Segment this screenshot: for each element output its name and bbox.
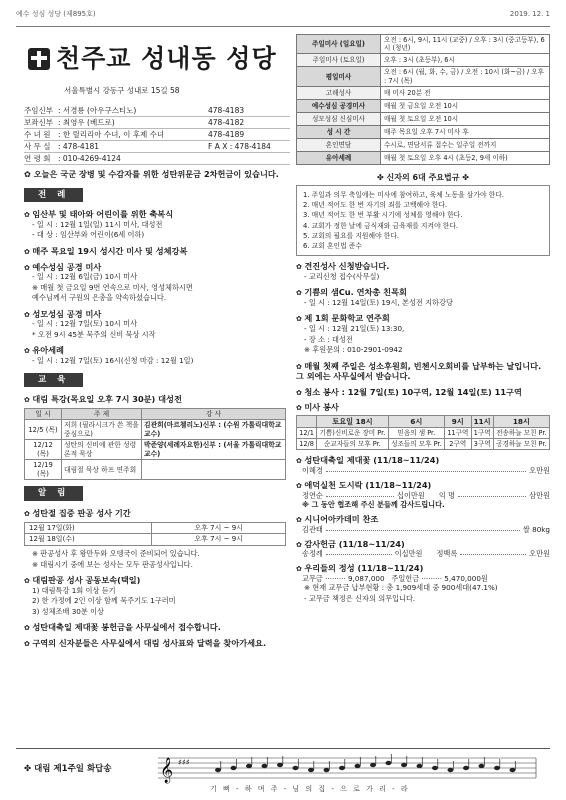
note-head — [277, 763, 283, 767]
item-thanks-offering: ✿ 감사헌금 (11/18~11/24) — [296, 539, 550, 550]
item-advent-lecture: ✿ 대림 특강(목요일 오후 7시 30분) 대성전 — [24, 394, 290, 405]
service-header-cell — [297, 416, 317, 428]
mass-time: 매월 첫 금요일 오전 10시 — [381, 99, 550, 112]
mass-time: 매 미사 20분 전 — [381, 86, 550, 99]
confession-table — [24, 522, 286, 547]
mass-time: 오후 : 3시 (초등부), 6시 — [381, 54, 550, 67]
donor-row — [302, 491, 550, 500]
staff-row — [24, 105, 290, 117]
staff-p: 478-4189 — [208, 130, 245, 140]
donor-dots — [326, 491, 394, 497]
donor-name: 정백록 — [436, 549, 458, 559]
senior-donor-list — [296, 525, 550, 534]
mass-row — [297, 99, 550, 112]
lecture-cell: 박준양(세례자요한)신부 : (서울 가톨릭대학교 교수) — [142, 440, 286, 460]
donor-amount: 이십만원 — [394, 549, 423, 559]
item-infant-baptism: ✿ 유아세례 — [24, 345, 290, 356]
detail-line: - 일 시 : 12월 14일(토) 19시, 본성전 지하강당 — [304, 298, 453, 307]
offering-totals: 교무금 ········· 9,087,000 주일헌금 ········· 5,470,000원 — [302, 574, 488, 584]
thanks-offering-list — [296, 549, 550, 558]
item-blessing-details — [24, 220, 290, 241]
note-head — [262, 764, 268, 768]
footer-divider — [16, 748, 550, 749]
detail-line: - 일 시 : 12월 1일(일) 11시 미사, 대성전 — [32, 220, 163, 229]
mass-label: 고해성사 — [297, 86, 381, 99]
donor-name: 송정례 — [302, 549, 323, 559]
mass-service-table — [296, 415, 550, 450]
svg-text:♯♯♯: ♯♯♯ — [178, 758, 190, 767]
item-infant-baptism-details — [24, 356, 290, 366]
church-title-row — [24, 34, 290, 84]
service-cell: 믿음의 샘 Pr. — [388, 428, 444, 439]
mass-label: 평일미사 — [297, 67, 381, 86]
staff-p: 478-4183 — [208, 106, 245, 116]
staff-row — [24, 141, 290, 153]
mass-row — [297, 67, 550, 86]
mass-schedule-table — [296, 34, 550, 165]
detail-line: 2) 한 가정에 2인 이상 함께 묵주기도 1구러미 — [32, 596, 176, 606]
lecture-cell: 12/12 (목) — [25, 440, 62, 460]
item-calendar-pickup: ✿ 구역의 신자분들은 사무실에서 대림 성사표와 달력을 찾아가세요. — [24, 638, 290, 649]
donor-dots — [326, 525, 520, 531]
donor-dots — [460, 549, 526, 555]
item-monthly-dues: ✿ 매월 첫째 주일은 성소후원회, 빈첸시오회비를 납부하는 날입니다. 그 외에는 사무실에서 받습니다. — [296, 361, 550, 382]
service-row — [297, 439, 550, 450]
service-row — [297, 428, 550, 439]
item-fellowship-details — [296, 298, 550, 308]
staff-k: 보좌신부 — [24, 118, 53, 128]
mass-row — [297, 86, 550, 99]
lecture-cell: 성탄의 신비에 관한 성령론적 묵상 — [62, 440, 142, 460]
item-lunchbox: ✿ 애덕실천 도시락 (11/18~11/24) — [296, 480, 550, 491]
lecture-header-cell: 일 시 — [25, 408, 62, 419]
donor-amount: 쌀 80kg — [522, 524, 550, 534]
mass-label: 예수성심 공경미사 — [297, 99, 381, 112]
donor-amount: 오만원 — [529, 549, 550, 559]
donor-name: 익 명 — [438, 490, 455, 500]
header-date: 2019. 12. 1 — [509, 10, 550, 18]
mass-label: 혼인면담 — [297, 138, 381, 151]
service-cell: 11구역 — [445, 428, 471, 439]
lunchbox-donor-list — [296, 491, 550, 500]
donor-row — [302, 525, 550, 534]
lecture-cell: 12/5 (목) — [25, 420, 62, 440]
mass-time: 수시로, 면담서류 접수는 일주일 전까지 — [381, 138, 550, 151]
staff-row — [24, 117, 290, 129]
mass-time: 오전 : 6시, 9시, 11시 (교중) / 오후 : 3시 (중고등부), 6시 (청년) — [381, 35, 550, 54]
mass-time: 오전 : 6시 (월, 화, 수, 금) / 오전 : 10시 (화~금) / 오후 : 7시 (목) — [381, 67, 550, 86]
item-holy-hour: ✿ 매주 목요일 19시 성시간 미사 및 성체강복 — [24, 246, 290, 257]
lecture-row — [25, 440, 286, 460]
thanks-note: ※ 그 동안 협조해 주신 분들께 감사드립니다. — [302, 499, 445, 509]
six-precepts-box — [296, 185, 550, 256]
mass-label: 성모성심 신심미사 — [297, 112, 381, 125]
precept-line: 2. 매년 적어도 한 번 자기의 죄를 고백해야 한다. — [303, 201, 448, 210]
detail-line: ※ 대림시기 중에 보는 성사는 모두 판공성사입니다. — [32, 559, 193, 569]
lecture-row — [25, 420, 286, 440]
donor-amount: 삼만원 — [529, 490, 551, 500]
donor-row — [302, 549, 550, 558]
item-mass-service: ✿ 미사 봉사 — [296, 402, 550, 413]
item-blessing: ✿ 임산부 및 태아와 어린이를 위한 축복식 — [24, 209, 290, 220]
mass-label: 주일미사 (토요일) — [297, 54, 381, 67]
header-bar — [16, 10, 550, 24]
detail-line: - 교무금 책정은 신자의 의무입니다. — [304, 593, 416, 603]
right-column — [296, 34, 550, 604]
item-flower-donors: ✿ 성탄대축일 제대꽃 (11/18~11/24) — [296, 455, 550, 466]
staff-v: : 010-4269-4124 — [58, 154, 121, 164]
lecture-row — [25, 460, 286, 480]
lecture-cell: 12/19 (목) — [25, 460, 62, 480]
service-header — [297, 416, 550, 428]
staff-k: 사 무 실 — [24, 142, 51, 152]
section-liturgy: 전 례 — [24, 188, 83, 203]
lecture-header-cell: 강 사 — [142, 408, 286, 419]
note-head — [231, 766, 237, 770]
donor-amount: 오만원 — [529, 466, 550, 476]
detail-line: 3) 성체조배 30분 이상 — [32, 606, 104, 616]
detail-line: ※ 현재 교무금 납부현황 : 총 1,909세대 중 900세대(47.1%) — [304, 583, 498, 593]
item-immaculate-heart-details — [24, 319, 290, 340]
detail-line: ※ 판공성사 후 왕만두와 오뎅국이 준비되어 있습니다. — [32, 549, 200, 559]
note-head — [432, 766, 438, 770]
lecture-cell — [142, 460, 286, 480]
donor-name: 정연순 — [302, 490, 323, 500]
staff-k: 연 령 회 — [24, 154, 51, 164]
item-our-offering: ✿ 우리들의 정성 (11/18~11/24) — [296, 563, 550, 574]
note-head — [246, 764, 252, 768]
donor-name: 이혜경 — [302, 466, 323, 476]
item-penance: ✿ 대림판공 성사 공동보속(택일) — [24, 575, 290, 586]
header-divider — [16, 26, 550, 27]
service-cell: 순교자들의 모후 Pr. — [317, 439, 389, 450]
detail-line: * 오전 9시 45분 묵주의 신비 묵상 시작 — [32, 329, 156, 339]
note-head — [215, 768, 221, 772]
cross-logo-icon — [28, 48, 50, 70]
mass-time: 매주 목요일 오후 7시 미사 후 — [381, 125, 550, 138]
precept-line: 5. 교회의 필요를 지원해야 한다. — [303, 231, 400, 240]
item-sacred-heart-details — [24, 272, 290, 303]
service-header-cell: 11시 — [471, 416, 493, 428]
donor-row — [302, 466, 550, 475]
psalm-title: ✤ 대림 제1주일 화답송 — [24, 764, 112, 774]
item-confirmation-details — [296, 272, 550, 282]
item-immaculate-heart: ✿ 성모성심 공경 미사 — [24, 309, 290, 320]
lecture-cell: 김관희(마르첼리노)신부 : (수원 가톨릭대학교 교수) — [142, 420, 286, 440]
precept-line: 3. 매년 적어도 한 번 부활 시기에 성체를 영해야 한다. — [303, 211, 463, 220]
donor-dots — [458, 491, 526, 497]
service-header-cell: 토요일 18시 — [317, 416, 389, 428]
mass-time: 매월 첫 토요일 오전 10시 — [381, 112, 550, 125]
detail-line: ※ 후원문의 : 010-2901-0942 — [304, 345, 403, 355]
staff-p: 478-4182 — [208, 118, 245, 128]
item-confession-period: ✿ 성탄절 집중 판공 성사 기간 — [24, 508, 290, 519]
donor-dots — [326, 549, 392, 555]
service-cell: 공경하늘 모친 Pr. — [493, 439, 549, 450]
note-head — [355, 764, 361, 768]
detail-line: 1) 대림특강 1회 이상 듣기 — [32, 585, 116, 595]
service-cell: 3구역 — [471, 439, 493, 450]
mass-row — [297, 112, 550, 125]
staff-directory — [24, 105, 290, 165]
mass-label: 성 시 간 — [297, 125, 381, 138]
service-cell: 12/8 — [297, 439, 317, 450]
section-education: 교 육 — [24, 373, 83, 388]
staff-k: 수 녀 원 — [24, 130, 51, 140]
detail-line: - 교리신청 접수(사무실) — [304, 271, 380, 281]
lecture-table — [24, 408, 286, 480]
donor-gap — [422, 549, 436, 558]
confession-row — [25, 522, 286, 534]
item-confirmation: ✿ 견진성사 신청받습니다. — [296, 261, 550, 272]
service-cell: 성조들의 모후 Pr. — [388, 439, 444, 450]
detail-line: - 장 소 : 대성전 — [304, 334, 353, 344]
lecture-header-cell: 주 제 — [62, 408, 142, 419]
item-altar-flowers: ✿ 성탄대축일 제대꽃 봉헌금을 사무실에서 접수합니다. — [24, 622, 290, 633]
service-header-cell: 6시 — [388, 416, 444, 428]
psalm-lyrics: 기 뻐 - 하 며 주 - 님 의 집 - 으 로 가 리 - 라 — [210, 785, 410, 793]
item-concert: ✿ 제 1회 문화학교 연주회 — [296, 313, 550, 324]
confession-cell: 오후 7시 ~ 9시 — [152, 522, 286, 534]
six-precepts-title: ✤ 신자의 6대 주요법규 ✤ — [377, 172, 469, 182]
detail-line: - 일 시 : 12월 7일(토) 10시 미사 — [32, 319, 138, 329]
svg-text:𝄞: 𝄞 — [160, 758, 174, 783]
notice-collection: ✿ 오늘은 국군 장병 및 수감자를 위한 성탄위문금 2차헌금이 있습니다. — [24, 169, 279, 180]
item-fellowship: ✿ 기쁨의 샘Cu. 연차총 친목회 — [296, 287, 550, 298]
service-cell: 기쁨)신비로운 장미 Pr. — [317, 428, 389, 439]
mass-row — [297, 151, 550, 164]
note-head — [417, 764, 423, 768]
donor-dots — [326, 466, 526, 472]
lecture-header — [25, 408, 286, 419]
service-cell: 2구역 — [445, 439, 471, 450]
confession-cell: 12월 17일(화) — [25, 522, 152, 534]
mass-label: 유아세례 — [297, 151, 381, 164]
mass-row — [297, 125, 550, 138]
note-head — [324, 768, 330, 772]
confession-cell: 12월 18일(수) — [25, 534, 152, 546]
staff-v: : 478-4181 — [58, 142, 100, 152]
music-staff-icon — [158, 752, 538, 784]
mass-row — [297, 35, 550, 54]
lecture-cell: 대림절 묵상 하프 연주회 — [62, 460, 142, 480]
lecture-cell: 저희 (필라시크가 쓴 책을 중심으로) — [62, 420, 142, 440]
note-head — [494, 766, 500, 770]
header-bulletin-no: 예수 성심 성당 (제895호) — [16, 10, 96, 18]
staff-row — [24, 129, 290, 141]
confession-cell: 오후 7시 ~ 9시 — [152, 534, 286, 546]
confession-row — [25, 534, 286, 546]
item-sacred-heart: ✿ 예수성심 공경 미사 — [24, 262, 290, 273]
note-head — [308, 768, 314, 772]
donor-name: 김관태 — [302, 524, 323, 534]
mass-time: 매월 첫 토요일 오후 4시 (초등2, 9세 이하) — [381, 151, 550, 164]
item-senior-academy: ✿ 시니어아카데미 찬조 — [296, 514, 550, 525]
donor-gap — [425, 491, 439, 500]
detail-line: 예수님께서 구원의 은총을 약속하셨습니다. — [32, 293, 167, 303]
dues-status — [296, 583, 550, 604]
note-head — [370, 763, 376, 767]
detail-line: - 일 시 : 12월 6일(금) 10시 미사 — [32, 272, 138, 282]
note-head — [479, 764, 485, 768]
service-cell: 12/1 — [297, 428, 317, 439]
staff-p: F A X : 478-4184 — [208, 142, 271, 152]
note-head — [293, 766, 299, 770]
service-cell: 1구역 — [471, 428, 493, 439]
precept-line: 1. 주일과 의무 축일에는 미사에 참여하고, 육체 노동을 삼가야 한다. — [303, 190, 504, 199]
left-column — [24, 34, 290, 649]
detail-line: - 일 시 : 12월 7일(토) 16시(신청 마감 : 12월 1일) — [32, 356, 194, 366]
section-notices: 알 림 — [24, 486, 83, 501]
service-header-cell: 18시 — [493, 416, 549, 428]
note-head — [448, 768, 454, 772]
staff-row — [24, 153, 290, 165]
flower-donor-list — [296, 466, 550, 475]
mass-row — [297, 54, 550, 67]
mass-label: 주일미사 (일요일) — [297, 35, 381, 54]
note-head — [386, 761, 392, 765]
church-address: 서울특별시 강동구 성내로 15길 58 — [64, 86, 180, 95]
donor-amount: 십이만원 — [397, 490, 425, 500]
staff-v: : 최영우 (베드로) — [58, 118, 115, 128]
precept-line: 6. 교회 혼인법 준수 — [303, 241, 362, 250]
item-confession-notes — [24, 549, 290, 570]
note-head — [463, 766, 469, 770]
item-cleaning: ✿ 청소 봉사 : 12월 7일(토) 10구역, 12월 14일(토) 11구역 — [296, 387, 550, 398]
detail-line: - 대 상 : 임산부와 어린이(6세 이하) — [32, 230, 145, 240]
service-header-cell: 9시 — [445, 416, 471, 428]
service-cell: 전송하늘 모친 Pr. — [493, 428, 549, 439]
staff-v: : 서경룡 (아우구스티노) — [58, 106, 137, 116]
detail-line: ※ 매월 첫 금요일 9번 연속으로 미사, 영성체하시면 — [32, 282, 193, 292]
staff-v: : 한 릴리리아 수녀, 이 후제 수녀 — [58, 130, 165, 140]
note-head — [339, 766, 345, 770]
mass-row — [297, 138, 550, 151]
church-name: 천주교 성내동 성당 — [56, 44, 277, 74]
item-penance-options — [24, 586, 290, 617]
note-head — [510, 768, 516, 772]
precept-line: 4. 교회가 정한 날에 금식재와 금육재를 지켜야 한다. — [303, 221, 459, 230]
staff-k: 주임신부 — [24, 106, 53, 116]
note-head — [401, 763, 407, 767]
item-concert-details — [296, 324, 550, 355]
detail-line: - 일 시 : 12월 21일(토) 13:30, — [304, 324, 405, 334]
